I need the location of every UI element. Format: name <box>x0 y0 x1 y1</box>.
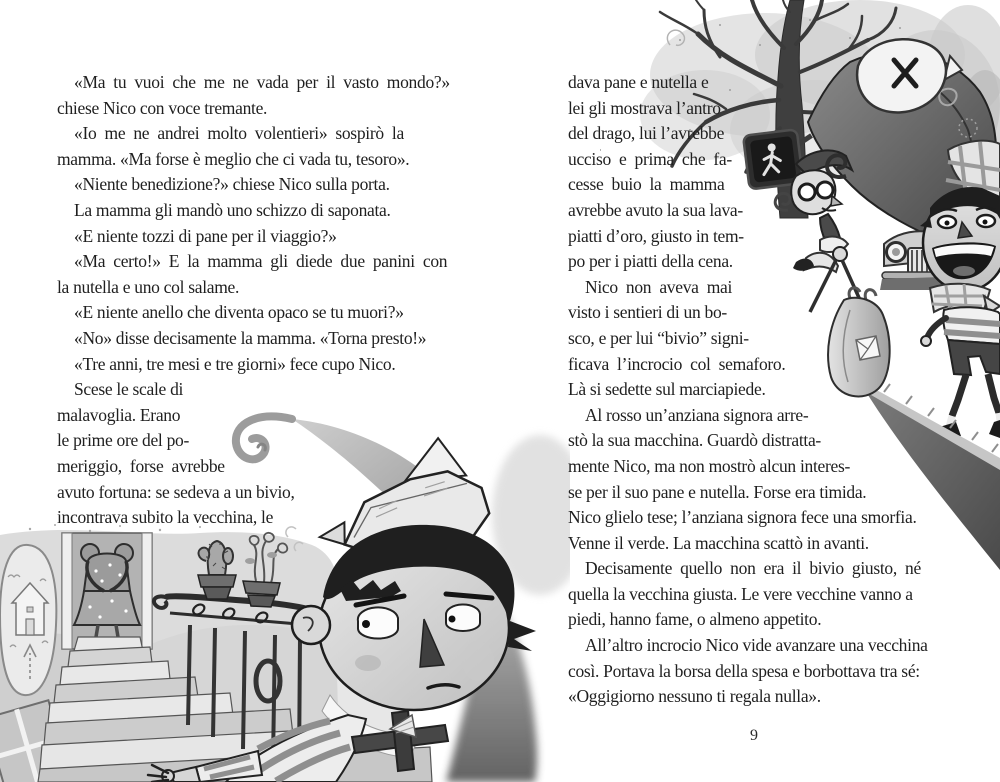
text-line: «Io me ne andrei molto volentieri» sospirò la <box>74 123 404 144</box>
text-line: lei gli mostrava l’antro <box>568 97 721 118</box>
right-page-text-column <box>568 70 940 710</box>
text-line: chiese Nico con voce tremante. <box>57 97 268 118</box>
ear <box>292 606 330 644</box>
text-line: cesse buio la mamma <box>568 174 725 195</box>
text-line: mente Nico, ma non mostrò alcun interes- <box>568 455 851 476</box>
text-line: La mamma gli mandò uno schizzo di saponata. <box>74 199 391 220</box>
text-line: dava pane e nutella e <box>568 72 709 92</box>
text-line: mamma. «Ma forse è meglio che ci vada tu, tesoro». <box>57 148 410 169</box>
text-line: meriggio, forse avrebbe <box>57 455 225 476</box>
house-doodle-plaque <box>0 545 56 695</box>
text-line: «E niente tozzi di pane per il viaggio?» <box>74 225 337 246</box>
text-line: Nico glielo tese; l’anziana signora fece una smorfia. <box>568 507 917 528</box>
text-line: visto i sentieri di un bo- <box>568 302 727 323</box>
text-line: così. Portava la borsa della spesa e borbottava tra sé: <box>568 660 920 681</box>
text-line: «Tre anni, tre mesi e tre giorni» fece cupo Nico. <box>74 353 396 374</box>
text-line: Al rosso un’anziana signora arre- <box>585 404 809 425</box>
text-line: «Oggigiorno nessuno ti regala nulla». <box>568 686 821 707</box>
text-line: Venne il verde. La macchina scattò in avanti. <box>568 532 869 553</box>
text-line: del drago, lui l’avrebbe <box>568 123 725 144</box>
text-line: All’altro incrocio Nico vide avanzare una vecchina <box>585 635 928 656</box>
text-line: stò la sua macchina. Guardò distratta- <box>568 430 821 451</box>
text-line: piatti d’oro, giusto in tem- <box>568 225 744 246</box>
left-page-text-column <box>57 70 470 531</box>
text-line: «Ma tu vuoi che me ne vada per il vasto mondo?» <box>74 72 450 92</box>
text-line: ucciso e prima che fa- <box>568 148 732 169</box>
text-line: piedi, hanno fame, o almeno appetito. <box>568 609 822 630</box>
text-line: ficava l’incrocio col semaforo. <box>568 353 786 374</box>
text-line: la nutella e uno col salame. <box>57 276 240 297</box>
text-line: avuto fortuna: se sedeva a un bivio, <box>57 481 295 502</box>
text-line: «Ma certo!» E la mamma gli diede due panini con <box>74 251 448 272</box>
text-line: «Niente benedizione?» chiese Nico sulla porta. <box>74 174 390 195</box>
text-line: sco, e per lui “bivio” signi- <box>568 327 749 348</box>
text-line: «No» disse decisamente la mamma. «Torna presto!» <box>74 327 427 348</box>
text-line: malavoglia. Erano <box>57 404 181 425</box>
text-line: Scese le scale di <box>74 379 184 400</box>
text-line: incontrava subito la vecchina, le <box>57 507 274 528</box>
text-line: po per i piatti della cena. <box>568 251 733 272</box>
text-line: le prime ore del po- <box>57 430 190 451</box>
text-line: Decisamente quello non era il bivio giusto, né <box>585 558 921 579</box>
text-line: quella la vecchina giusta. Le vere vecchine vanno a <box>568 583 913 604</box>
page-number: 9 <box>750 727 758 744</box>
text-line: Nico non aveva mai <box>585 276 733 297</box>
text-line: avrebbe avuto la sua lava- <box>568 199 743 220</box>
text-line: Là si sedette sul marciapiede. <box>568 379 766 400</box>
text-line: se per il suo pane e nutella. Forse era timida. <box>568 481 867 502</box>
text-line: «E niente anello che diventa opaco se tu muori?» <box>74 302 404 323</box>
